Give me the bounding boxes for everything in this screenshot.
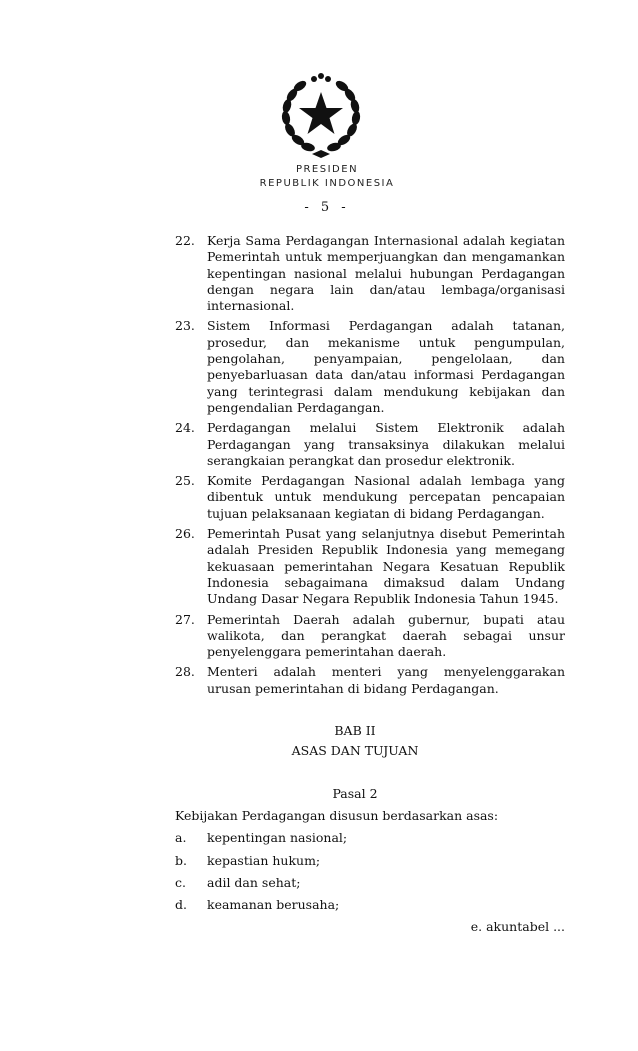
definition-number: 25.: [175, 473, 195, 489]
header-republic: REPUBLIK INDONESIA: [259, 178, 395, 189]
definition-number: 26.: [175, 526, 195, 542]
principle-text: adil dan sehat;: [207, 874, 301, 890]
definition-number: 27.: [175, 611, 195, 627]
article-intro: Kebijakan Perdagangan disusun berdasarkan asas:: [175, 807, 499, 823]
definition-item: [175, 612, 565, 661]
definition-number: 22.: [175, 233, 195, 248]
definition-text: Menteri adalah menteri yang menyelenggarakan urusan pemerintahan di bidang Perdagangan.: [207, 664, 565, 696]
principle-letter: c.: [175, 874, 186, 890]
header-president: PRESIDEN: [295, 164, 359, 175]
definition-number: 24.: [175, 420, 195, 436]
principle-item: [175, 830, 565, 846]
document-body: [175, 233, 565, 936]
definition-item: [175, 318, 565, 416]
definition-item: [175, 526, 565, 607]
definition-item: [175, 420, 565, 469]
page-number: - 5 -: [304, 200, 350, 215]
definition-text: Pemerintah Pusat yang selanjutnya disebut Pemerintah adalah Presiden Republik Indonesia yang memegang kekuasaan pemerintahan Negara Kesatuan Republik Indonesia sebagaimana dimaksud dalam Undang Undang Dasar Negara Republik Indonesia Tahun 1945.: [207, 526, 565, 607]
principle-text: kepentingan nasional;: [207, 830, 348, 846]
principle-item: [175, 897, 565, 913]
chapter-title: ASAS DAN TUJUAN: [291, 743, 419, 759]
principle-text: keamanan berusaha;: [207, 897, 340, 913]
definition-item: [175, 233, 565, 314]
principle-item: [175, 875, 565, 891]
principle-item: [175, 853, 565, 869]
definition-text: Sistem Informasi Perdagangan adalah tatanan, prosedur, dan mekanisme untuk pengumpulan, pengolahan, penyampaian, pengelolaan, dan penyebarluasan data dan/atau informasi Perdagangan yang terintegrasi dalam mendukung kebijakan dan pengendalian Perdagangan.: [207, 318, 565, 415]
principle-list: [175, 830, 565, 913]
principle-letter: b.: [175, 852, 187, 868]
definition-item: [175, 664, 565, 697]
page-continuation: e. akuntabel ...: [470, 919, 565, 935]
principle-letter: a.: [175, 830, 187, 846]
definition-text: Kerja Sama Perdagangan Internasional adalah kegiatan Pemerintah untuk memperjuangkan dan mengamankan kepentingan nasional melalui hubungan Perdagangan dengan negara lain dan/atau lembaga/organisasi internasional.: [207, 233, 565, 314]
definition-text: Pemerintah Daerah adalah gubernur, bupati atau walikota, dan perangkat daerah sebagai unsur penyelenggara pemerintahan daerah.: [207, 611, 565, 660]
definition-number: 28.: [175, 664, 195, 680]
definition-item: [175, 473, 565, 522]
garuda-emblem-icon: [276, 70, 366, 160]
principle-letter: d.: [175, 897, 187, 913]
article-label: Pasal 2: [332, 785, 378, 801]
chapter-label: BAB II: [334, 723, 376, 739]
definition-text: Komite Perdagangan Nasional adalah lembaga yang dibentuk untuk mendukung percepatan pencapaian tujuan pelaksanaan kegiatan di bidang Perdagangan.: [207, 473, 565, 521]
definition-list: [175, 233, 565, 697]
definition-text: Perdagangan melalui Sistem Elektronik adalah Perdagangan yang transaksinya dilakukan melalui serangkaian perangkat dan prosedur elektronik.: [207, 420, 565, 468]
definition-number: 23.: [175, 318, 195, 334]
principle-text: kepastian hukum;: [207, 852, 321, 868]
